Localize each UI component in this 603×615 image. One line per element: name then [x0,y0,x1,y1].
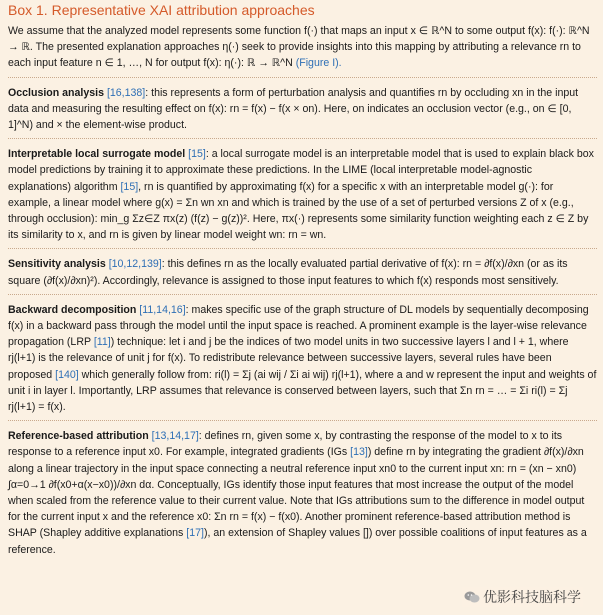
section-backward [8,302,597,415]
section-text: ]) over possible coalitions of input features as a reference. [8,527,587,556]
divider [8,77,597,78]
box-body [0,23,603,558]
citation-link[interactable]: [16,138] [106,86,146,99]
section-text: which generally follow from: ri(l) = Σj (ai wij / Σi ai wij) rj(l+1), where a and w represent the input and weights of unit i in layer l. Importantly, LRP assumes that relevance is conserved between layers, such that Σn rn = … = Σi ri(l) = Σj rj(l+1) = f(x). [8,368,597,414]
section-heading: Occlusion analysis [8,86,104,99]
citation-link[interactable]: [10,12,139] [108,258,162,271]
citation-link[interactable]: [11,14,16] [139,303,186,316]
intro-text: We assume that the analyzed model represents some function f(·) that maps an input x ∈ ℝ^N to some output f(x): f(·): ℝ^N → ℝ. The presented explanation approaches η(·) seek to provide insights into this mapping by attributing a relevance rn to each input feature n ∈ 1, …, N for output f(x): η(·): ℝ → ℝ^N [8,25,590,70]
watermark [462,587,583,607]
figure-link[interactable]: (Figure I). [295,57,342,70]
section-text: : this represents a form of perturbation analysis and quantifies rn by occluding xn in the input data and measuring the resulting effect on f(x): rn = f(x) − f(x × on). Here, on indicates an occlusion vector (e.g., on ∈ [0, 1]^N) and × the element-wise product. [8,86,579,132]
section-heading: Interpretable local surrogate model [8,148,186,161]
section-heading: Reference-based attribution [8,430,149,443]
section-surrogate [8,146,597,243]
divider [8,294,597,295]
section-text: , rn is quantified by approximating f(x) for a specific x with an interpretable model g(·): for example, a linear model where g(x) = Σn wn xn and which is trained by the use of a set of perturbed versions Z of x (e.g., through occlusion): min_g Σz∈Z πx(z) (f(z) − g(z))². Here, πx(·) represents some similarity function weighting each z ∈ Z by its similarity to x, and rn is given by linear model weight wn: rn = wn. [8,180,589,242]
section-text: ), an extension of Shapley values [ [203,527,366,540]
watermark-text: 优影科技脑科学 [483,589,581,605]
section-heading: Sensitivity analysis [8,258,106,271]
wechat-icon [464,590,480,604]
citation-link[interactable]: [15] [120,180,139,193]
box-title: Box 1. Representative XAI attribution approaches [8,2,315,18]
divider [8,248,597,249]
citation-link[interactable]: [17] [186,527,204,540]
citation-link[interactable]: [13] [350,446,368,459]
section-sensitivity [8,256,597,288]
section-text: ) technique: let i and j be the indices of two model units in two successive layers l and l + 1, where rj(l+1) is the relevance of unit j for f(x). To redistribute relevance between successive layers, several rules have been proposed [8,336,569,381]
section-text: : defines rn, given some x, by contrasting the response of the model to x to its response to a reference input x0. For example, integrated gradients (IGs [8,430,563,459]
intro-paragraph [8,23,597,72]
section-text: : this defines rn as the locally evaluated partial derivative of f(x): rn = ∂f(x)/∂xn (or as its square (∂f(x)/∂xn)²). Accordingly, relevance is assigned to those input features to which f(x) responds most sensitively. [8,258,568,287]
citation-link[interactable]: [15] [188,148,206,161]
section-occlusion [8,85,597,134]
section-heading: Backward decomposition [8,303,137,316]
section-text: : a local surrogate model is an interpretable model that is used to explain black box model predictions by training it to approximate these predictions. In the LIME (local interpretable model-agnostic explanations) algorithm [8,148,594,193]
citation-link[interactable]: [11] [93,336,111,349]
section-reference [8,428,597,558]
divider [8,420,597,421]
citation-link[interactable]: [13,14,17] [151,430,199,443]
divider [8,138,597,139]
citation-link[interactable]: [140] [55,368,79,381]
section-text: ) define rn by integrating the gradient ∂f(x)/∂xn along a linear trajectory in the input space connecting a neutral reference input xn0 to the current input xn: rn = (xn − xn0) ∫α=0→1 ∂f(x0+α(x−x0))/∂xn dα. Conceptually, IGs identify those input features that most increase the output of the model when scaled from the reference value to their current value. Note that IGs attributions sum to the difference in model output for the current input x and the reference x0: Σn rn = f(x) − f(x0). Another prominent reference-based attribution method is SHAP (Shapley additive explanations [8,446,585,540]
section-text: : makes specific use of the graph structure of DL models by sequentially decomposing f(x) in a backward pass through the model until the input space is reached. A prominent example is the layer-wise relevance propagation (LRP [8,303,589,349]
